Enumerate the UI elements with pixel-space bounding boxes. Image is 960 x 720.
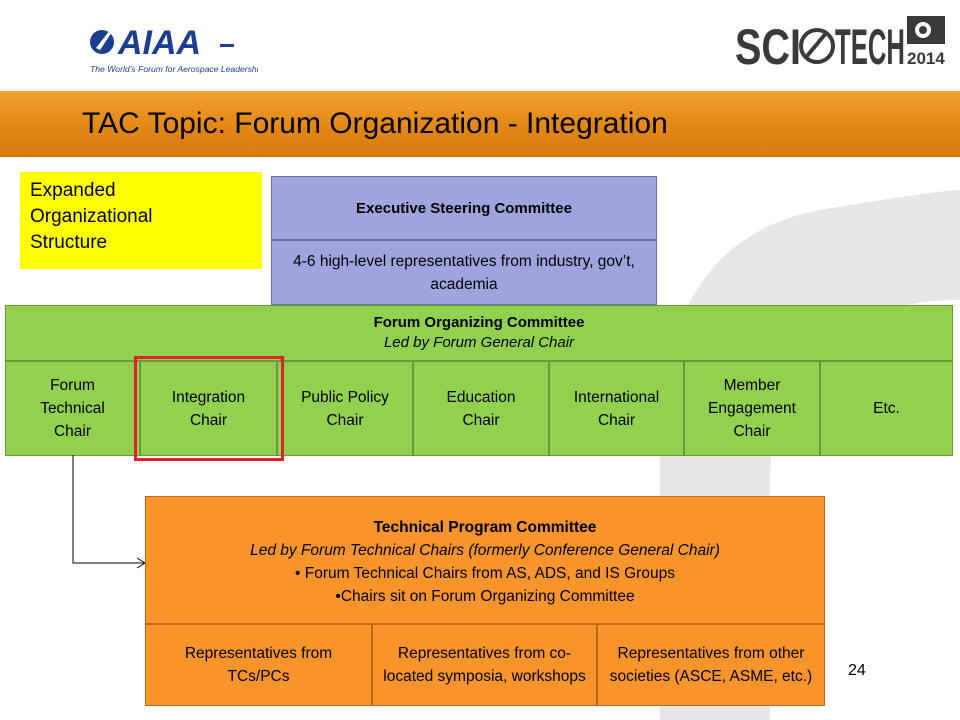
chair-label: Forum Technical Chair <box>40 377 105 440</box>
technical-program-committee-header <box>145 496 825 624</box>
aiaa-logo <box>88 14 258 76</box>
executive-title-text: Executive Steering Committee <box>356 199 572 217</box>
integration-chair-highlight <box>134 356 284 461</box>
representatives-label: Representatives from co-located symposia, workshops <box>383 645 586 685</box>
page-number: 24 <box>848 662 866 679</box>
forum-organizing-committee-header <box>5 305 953 361</box>
bullet-text: Chairs sit on Forum Organizing Committee <box>340 588 635 605</box>
title-band <box>0 91 960 157</box>
bullet-icon: • <box>335 588 341 605</box>
scitech-tech-text: TECH <box>835 19 905 74</box>
representatives-box-tcs-pcs <box>145 624 372 706</box>
technical-program-title: Technical Program Committee <box>373 519 597 536</box>
representatives-box-symposia <box>372 624 597 706</box>
chair-label: Education Chair <box>446 388 516 429</box>
aiaa-logo-text: AIAA <box>118 24 202 62</box>
forum-organizing-subtitle: Led by Forum General Chair <box>383 334 575 351</box>
executive-description-text: 4-6 high-level representatives from industry, gov’t, academia <box>293 252 635 293</box>
bullet-icon: • <box>295 565 301 582</box>
expanded-structure-callout <box>20 172 262 269</box>
chair-label: Integration Chair <box>171 388 246 429</box>
callout-line: Organizational <box>30 206 153 227</box>
chair-box-forum-technical <box>5 361 140 456</box>
chair-box-education <box>413 361 549 456</box>
chair-label: Etc. <box>873 400 900 417</box>
chair-label: Public Policy Chair <box>301 388 389 429</box>
chair-label: International Chair <box>573 388 660 429</box>
bullet-item <box>335 585 634 608</box>
executive-steering-committee-description <box>271 240 657 305</box>
representatives-label: Representatives from TCs/PCs <box>184 645 333 685</box>
technical-program-subtitle: Led by Forum Technical Chairs (formerly Conference General Chair) <box>250 542 720 559</box>
forum-organizing-title: Forum Organizing Committee <box>373 314 585 331</box>
representatives-label: Representatives from other societies (ASCE, ASME, etc.) <box>609 645 813 685</box>
chair-box-public-policy <box>277 361 413 456</box>
scitech-year: 2014 <box>907 49 945 68</box>
bullet-item <box>295 562 675 585</box>
chair-box-member-engagement <box>684 361 820 456</box>
chair-label: Member Engagement Chair <box>708 377 796 440</box>
slide-title: TAC Topic: Forum Organization - Integration <box>82 107 668 140</box>
aiaa-tagline: The World’s Forum for Aerospace Leadership <box>90 64 258 74</box>
scitech-sci-text: SCI <box>735 19 801 74</box>
callout-line: Expanded <box>30 180 116 201</box>
chair-box-international <box>549 361 684 456</box>
representatives-box-other-societies <box>597 624 825 706</box>
bullet-text: Forum Technical Chairs from AS, ADS, and IS Groups <box>304 565 675 582</box>
chair-box-etc <box>820 361 953 456</box>
callout-line: Structure <box>30 232 108 253</box>
executive-steering-committee-title <box>271 176 657 240</box>
scitech-logo <box>735 12 947 74</box>
